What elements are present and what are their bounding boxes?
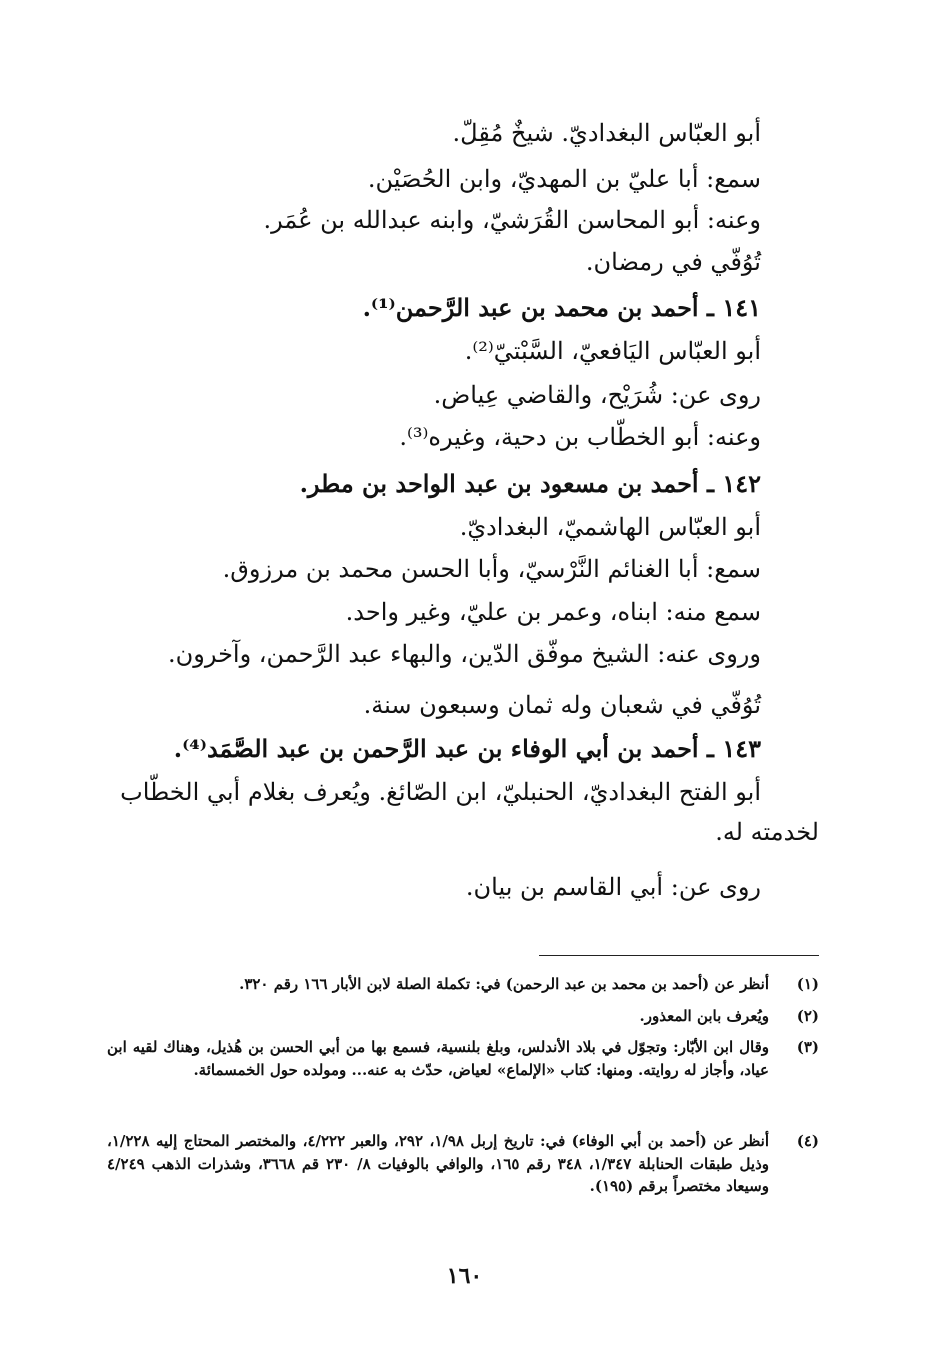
text-line: أبو العبّاس البغداديّ. شيخٌ مُقِلّ.: [452, 119, 761, 147]
entry-heading-143: ١٤٣ ـ أحمد بن أبي الوفاء بن عبد الرَّحمن بن عبد الصَّمَد⁽⁴⁾.: [173, 734, 761, 763]
text-line: روى عن: أبي القاسم بن بيان.: [465, 873, 761, 901]
footnote-separator: [539, 955, 819, 956]
footnote-2: [107, 1005, 819, 1028]
entry-heading-142: ١٤٢ ـ أحمد بن مسعود بن عبد الواحد بن مطر.: [299, 469, 761, 498]
footnote-number: (١): [796, 975, 819, 993]
footnote-3: [107, 1036, 819, 1081]
page-number: ١٦٠: [446, 1263, 483, 1289]
footnote-text: أنظر عن (أحمد بن أبي الوفاء) في: تاريخ إربل ١/٩٨، ٢٩٢، والعبر ٤/٢٢٢، والمختصر المحتاج إليه ١/٢٢٨، وذيل طبقات الحنابلة ١/٣٤٧، ٣٤٨ رقم ١٦٥، والوافي بالوفيات ٨/ ٢٣٠ قم ٣٦٦٨، وشذرات الذهب ٤/٢٤٩ وسيعاد مختصراً برقم (١٩٥).: [107, 1132, 769, 1195]
text-line: أبو العبّاس اليَافعيّ، السَّبْتيّ⁽²⁾.: [464, 337, 761, 365]
text-line: سمع: أبا عليّ بن المهديّ، وابن الحُصَيْن.: [367, 165, 761, 193]
footnote-number: (٣): [796, 1038, 819, 1056]
footnote-text: أنظر عن (أحمد بن محمد بن عبد الرحمن) في: تكملة الصلة لابن الأبار ١٦٦ رقم ٣٢٠.: [239, 975, 769, 993]
footnote-text: ويُعرف بابن المعذور.: [639, 1007, 769, 1025]
text-line: وروى عنه: الشيخ موفّق الدّين، والبهاء عبد الرَّحمن، وآخرون.: [167, 640, 761, 668]
text-line: سمع منه: ابناه، وعمر بن عليّ، وغير واحد.: [345, 598, 761, 626]
text-line: سمع: أبا الغنائم النَّرْسيّ، وأبا الحسن محمد بن مرزوق.: [222, 555, 761, 583]
text-line: روى عن: شُرَيْح، والقاضي عِياض.: [433, 381, 761, 409]
footnote-1: [107, 973, 819, 996]
text-line: وعنه: أبو الخطّاب بن دحية، وغيره⁽³⁾.: [399, 423, 761, 451]
footnote-number: (٢): [796, 1007, 819, 1025]
text-line: تُوُفّي في رمضان.: [585, 248, 761, 276]
text-line: لخدمته له.: [715, 818, 819, 846]
footnote-number: (٤): [796, 1132, 819, 1150]
text-line: أبو الفتح البغداديّ، الحنبليّ، ابن الصّائغ. ويُعرف بغلام أبي الخطّاب: [120, 778, 761, 806]
entry-heading-141: ١٤١ ـ أحمد بن محمد بن عبد الرَّحمن⁽¹⁾.: [362, 293, 761, 322]
text-line: تُوُفّي في شعبان وله ثمان وسبعون سنة.: [363, 691, 761, 719]
footnote-4: [107, 1130, 819, 1198]
text-line: وعنه: أبو المحاسن القُرَشيّ، وابنه عبدالله بن عُمَر.: [263, 206, 761, 234]
footnote-text: وقال ابن الأبّار: وتجوّل في بلاد الأندلس، وبلغ بلنسية، فسمع بها من أبي الحسن بن هُذيل، وهناك لقيه ابن عياد، وأجاز له روايته. ومنها: كتاب «الإلماع» لعياض، حدّث به عنه... ومولده حول الخمسمائة.: [107, 1038, 769, 1079]
text-line: أبو العبّاس الهاشميّ، البغداديّ.: [459, 513, 761, 541]
